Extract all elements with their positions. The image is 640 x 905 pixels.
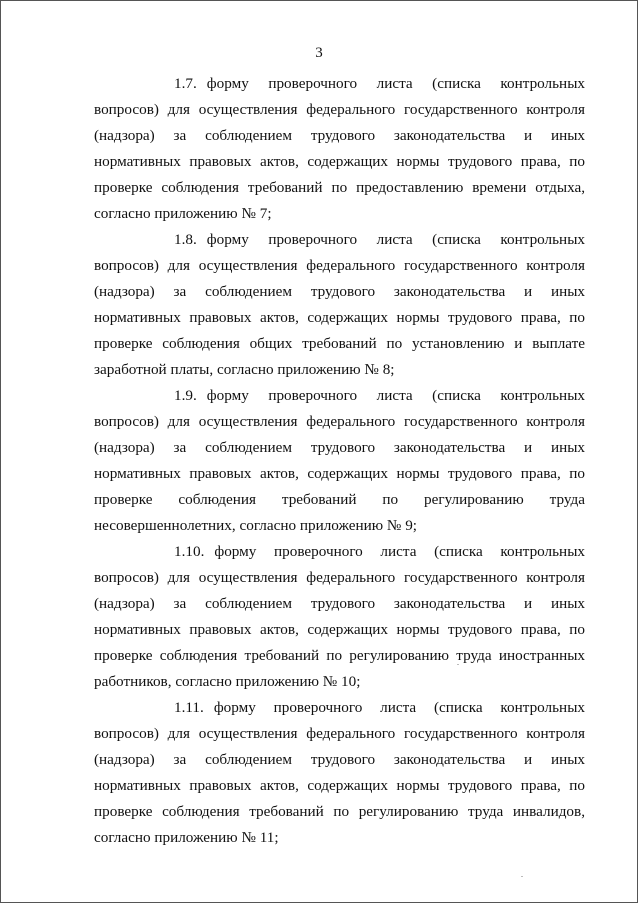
- list-item: [94, 383, 585, 539]
- item-number: 1.8.: [174, 231, 197, 248]
- item-text: форму проверочного листа (списка контрольных вопросов) для осуществления федерального государственного контроля (надзора) за соблюдением трудового законодательства и иных нормативных правовых актов, содержащих нормы трудового права, по проверке соблюдения требований по регулированию труда инвалидов, согласно приложению № 11;: [94, 699, 585, 846]
- list-item: [94, 227, 585, 383]
- list-item: [94, 539, 585, 695]
- item-number: 1.9.: [174, 387, 197, 404]
- list-item: [94, 71, 585, 227]
- list-item: [94, 695, 585, 851]
- item-number: 1.7.: [174, 75, 197, 92]
- item-text: форму проверочного листа (списка контрольных вопросов) для осуществления федерального государственного контроля (надзора) за соблюдением трудового законодательства и иных нормативных правовых актов, содержащих нормы трудового права, по проверке соблюдения требований по предоставлению времени отдыха, согласно приложению № 7;: [94, 75, 585, 222]
- scan-speck: [521, 876, 523, 877]
- item-text: форму проверочного листа (списка контрольных вопросов) для осуществления федерального государственного контроля (надзора) за соблюдением трудового законодательства и иных нормативных правовых актов, содержащих нормы трудового права, по проверке соблюдения требований по регулированию труда иностранных работников, согласно приложению № 10;: [94, 543, 585, 690]
- scan-speck: [457, 664, 459, 665]
- document-body: [94, 71, 585, 851]
- item-number: 1.11.: [174, 699, 204, 716]
- item-text: форму проверочного листа (списка контрольных вопросов) для осуществления федерального государственного контроля (надзора) за соблюдением трудового законодательства и иных нормативных правовых актов, содержащих нормы трудового права, по проверке соблюдения требований по регулированию труда несовершеннолетних, согласно приложению № 9;: [94, 387, 585, 534]
- item-number: 1.10.: [174, 543, 205, 560]
- page-number: 3: [315, 45, 323, 61]
- item-text: форму проверочного листа (списка контрольных вопросов) для осуществления федерального государственного контроля (надзора) за соблюдением трудового законодательства и иных нормативных правовых актов, содержащих нормы трудового права, по проверке соблюдения общих требований по установлению и выплате заработной платы, согласно приложению № 8;: [94, 231, 585, 378]
